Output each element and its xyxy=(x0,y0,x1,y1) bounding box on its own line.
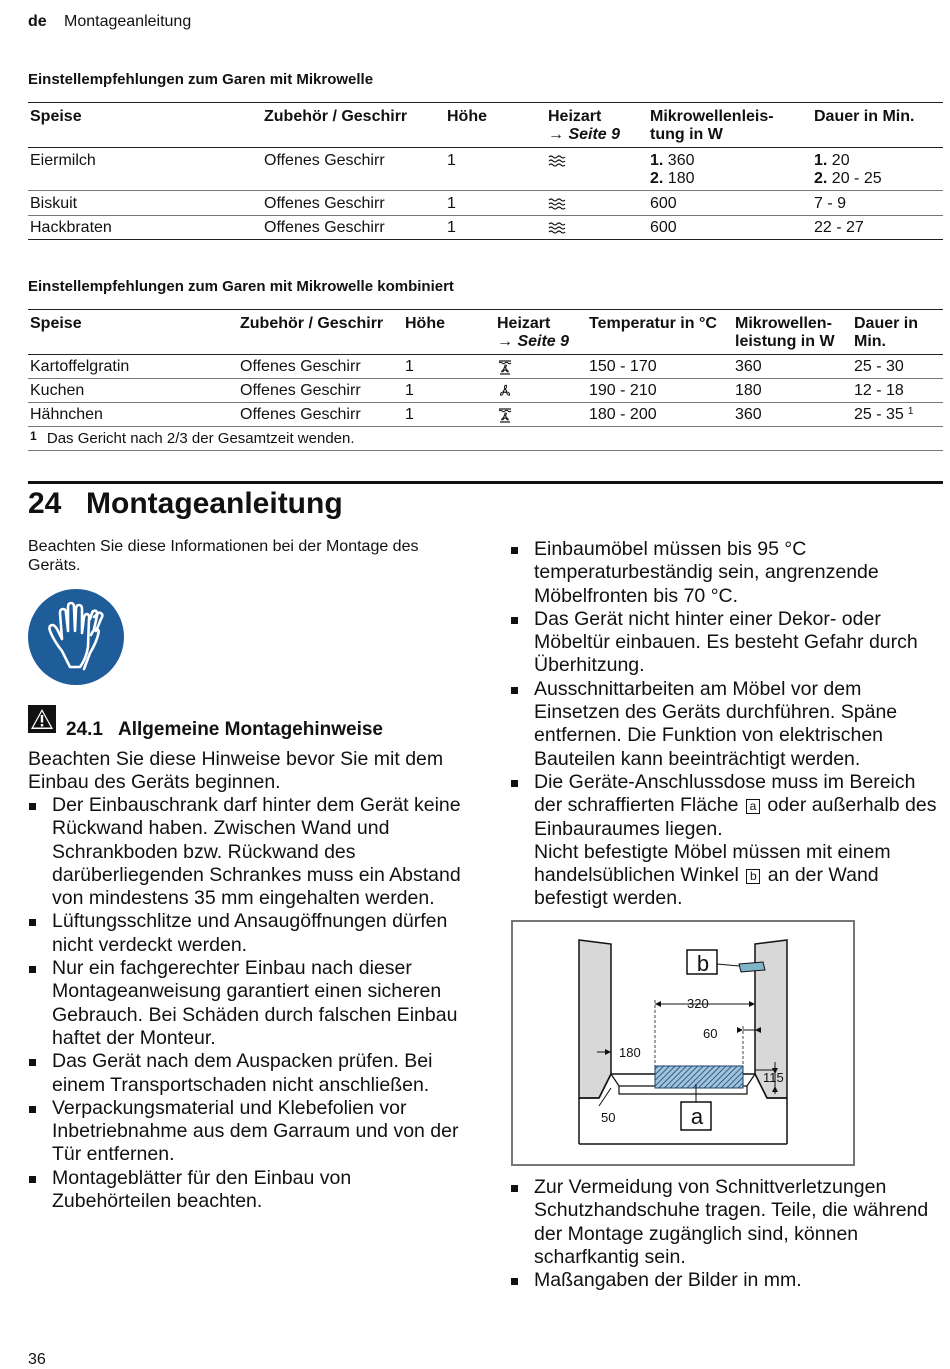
footnote-ref: 1 xyxy=(907,406,914,417)
list-item: Ausschnittarbeiten am Möbel vor dem Einsetzen des Geräts durchführen. Späne entfernen. Die Funktion von elektrischen Bauteilen kann beeinträchtigt werden. xyxy=(510,678,938,771)
table2-header-mikrowellenleistung: Mikrowellen- leistung in W xyxy=(735,315,835,350)
fan-grill-icon xyxy=(497,359,513,375)
table-cell: 600 xyxy=(650,195,677,212)
table-cell: 22 - 27 xyxy=(814,219,864,236)
marker-b: b xyxy=(746,869,760,884)
table-cell: Offenes Geschirr xyxy=(240,382,361,399)
table1-header-zubehoer: Zubehör / Geschirr xyxy=(264,108,408,125)
section-number: 24 xyxy=(28,487,62,520)
table-cell: 1. 20 2. 20 - 25 xyxy=(814,152,882,187)
table-cell: 1 xyxy=(447,152,456,169)
table1-header-mikrowellenleistung: Mikrowellenleis- tung in W xyxy=(650,108,774,143)
table2-caption: Einstellempfehlungen zum Garen mit Mikrowelle kombiniert xyxy=(28,278,454,295)
table-cell: 12 - 18 xyxy=(854,382,904,399)
table-cell: 1 xyxy=(405,358,414,375)
figure-label-b: b xyxy=(696,951,710,976)
header-title: Montageanleitung xyxy=(64,13,192,30)
table-cell: 600 xyxy=(650,219,677,236)
section-title: Montageanleitung xyxy=(86,487,343,520)
figure-dim-320: 320 xyxy=(687,996,709,1011)
table2-header-hoehe: Höhe xyxy=(405,315,445,332)
table2-header-temperatur: Temperatur in °C xyxy=(589,315,717,332)
page-number: 36 xyxy=(28,1351,46,1368)
fan-icon xyxy=(497,383,513,399)
table-cell: 25 - 35 $^1$ xyxy=(854,406,914,423)
table-cell: Kartoffelgratin xyxy=(30,358,130,375)
table-cell: 180 - 200 xyxy=(589,406,657,423)
table-cell: 190 - 210 xyxy=(589,382,657,399)
after-figure-bullet-list xyxy=(510,1176,938,1292)
table-cell: Offenes Geschirr xyxy=(240,358,361,375)
section-intro: Beachten Sie diese Informationen bei der Montage des Geräts. xyxy=(28,538,419,574)
table1-header-heizart: Heizart → Seite 9 xyxy=(548,108,621,143)
table-cell: 150 - 170 xyxy=(589,358,657,375)
table-cell: Offenes Geschirr xyxy=(264,152,385,169)
list-item: Das Gerät nach dem Auspacken prüfen. Bei einem Transportschaden nicht anschließen. xyxy=(28,1050,468,1097)
subsection-lead: Beachten Sie diese Hinweise bevor Sie mit dem Einbau des Geräts beginnen. xyxy=(28,748,444,794)
table2-header-dauer: Dauer in Min. xyxy=(854,315,919,350)
section-rule xyxy=(28,481,943,484)
figure-dim-115: 115 xyxy=(763,1070,784,1085)
table-cell: 360 xyxy=(735,358,762,375)
table-cell: 7 - 9 xyxy=(814,195,847,212)
table-cell: Offenes Geschirr xyxy=(240,406,361,423)
header-language: de xyxy=(28,13,47,30)
table2-header-zubehoer: Zubehör / Geschirr xyxy=(240,315,384,332)
microwave-icon xyxy=(548,198,566,210)
table-cell: 1 xyxy=(447,195,456,212)
table1-header-speise: Speise xyxy=(30,108,82,125)
table-cell: Kuchen xyxy=(30,382,85,399)
list-item: Das Gerät nicht hinter einer Dekor- oder Möbeltür einbauen. Es besteht Gefahr durch Überhitzung. xyxy=(510,608,938,678)
table-cell: Offenes Geschirr xyxy=(264,195,385,212)
table1-header-hoehe: Höhe xyxy=(447,108,487,125)
table-cell: Offenes Geschirr xyxy=(264,219,385,236)
subsection-number: 24.1 xyxy=(66,719,103,740)
figure-label-a: a xyxy=(690,1104,704,1129)
table-cell: 1 xyxy=(405,406,414,423)
right-bullet-list xyxy=(510,538,938,911)
table-cell: 180 xyxy=(735,382,762,399)
microwave-icon xyxy=(548,222,566,234)
fan-grill-icon xyxy=(497,407,513,423)
table-cell: Eiermilch xyxy=(30,152,96,169)
subsection-title: Allgemeine Montagehinweise xyxy=(118,719,383,740)
table2-footnote: $^1$ Das Gericht nach 2/3 der Gesamtzeit wenden. xyxy=(30,429,355,447)
figure-dim-180: 180 xyxy=(619,1045,641,1060)
table-cell: Biskuit xyxy=(30,195,78,212)
table2-header-speise: Speise xyxy=(30,315,82,332)
protective-gloves-icon xyxy=(28,589,124,685)
table2-header-heizart: Heizart → Seite 9 xyxy=(497,315,570,350)
list-item: Der Einbauschrank darf hinter dem Gerät keine Rückwand haben. Zwischen Wand und Schrankboden bzw. Rückwand des darüberliegenden Schrankes muss ein Abstand von mindestens 35 mm eingehalten werden. xyxy=(28,794,468,910)
table-cell: 360 xyxy=(735,406,762,423)
table-cell: 1 xyxy=(405,382,414,399)
figure-dim-60: 60 xyxy=(703,1026,718,1041)
installation-figure xyxy=(511,920,855,1166)
table-cell: 1. 360 2. 180 xyxy=(650,152,695,187)
warning-triangle-icon xyxy=(28,705,56,733)
table-cell: Hähnchen xyxy=(30,406,103,423)
marker-a: a xyxy=(746,799,760,814)
list-item: Lüftungsschlitze und Ansaugöffnungen dürfen nicht verdeckt werden. xyxy=(28,910,468,957)
figure-dim-50: 50 xyxy=(601,1110,616,1125)
list-item: Nur ein fachgerechter Einbau nach dieser Montageanweisung garantiert einen sicheren Gebrauch. Bei Schäden durch falschen Einbau haftet der Monteur. xyxy=(28,957,468,1050)
list-item: Maßangaben der Bilder in mm. xyxy=(510,1269,938,1292)
table-cell: 25 - 30 xyxy=(854,358,904,375)
table1 xyxy=(28,102,943,242)
left-bullet-list xyxy=(28,794,468,1213)
list-item: Zur Vermeidung von Schnittverletzungen Schutzhandschuhe tragen. Teile, die während der Montage zugänglich sind, können scharfkantig sein. xyxy=(510,1176,938,1269)
table-cell: Hackbraten xyxy=(30,219,112,236)
list-item: Einbaumöbel müssen bis 95 °C temperaturbeständig sein, angrenzende Möbelfronten bis 70 °C. xyxy=(510,538,938,608)
table2 xyxy=(28,309,943,454)
table-cell: 1 xyxy=(447,219,456,236)
table1-header-dauer: Dauer in Min. xyxy=(814,108,915,125)
microwave-icon xyxy=(548,155,566,167)
list-item: Montageblätter für den Einbau von Zubehörteilen beachten. xyxy=(28,1167,468,1214)
list-item: Verpackungsmaterial und Klebefolien vor Inbetriebnahme aus dem Garraum und von der Tür entfernen. xyxy=(28,1097,468,1167)
list-item: Die Geräte-Anschlussdose muss im Bereich der schraffierten Fläche a oder außerhalb des Einbauraumes liegen. Nicht befestigte Möbel müssen mit einem handelsüblichen Winkel b an der Wand befestigt werden. xyxy=(510,771,938,911)
table1-caption: Einstellempfehlungen zum Garen mit Mikrowelle xyxy=(28,71,374,88)
